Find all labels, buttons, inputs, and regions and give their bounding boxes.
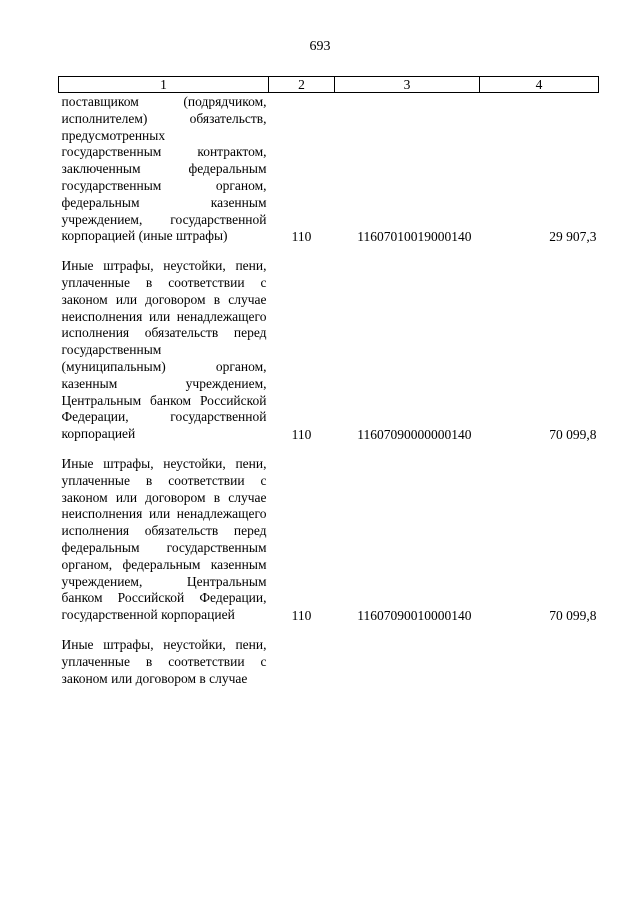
table-row — [59, 456, 599, 624]
row-description: Иные штрафы, неустойки, пени, уплаченные в соответствии с законом или договором в случае — [61, 636, 267, 686]
table-header-row — [59, 77, 599, 93]
row-description: Иные штрафы, неустойки, пени, уплаченные в соответствии с законом или договором в случае неисполнения или ненадлежащего исполнения обязательств перед государственным (муниципальным) органом, казенным учреждением, Центральным банком Российской Федерации, государственной корпорацией — [61, 258, 267, 442]
row-budget-code: 11607010019000140 — [357, 229, 472, 245]
row-description: поставщиком (подрядчиком, исполнителем) обязательств, предусмотренных государственным контрактом, заключенным федеральным государственным органом, федеральным казенным учреждением, государственной корпорацией (иные штрафы) — [61, 94, 267, 244]
row-admin-code: 110 — [291, 426, 312, 442]
column-header-3: 3 — [335, 77, 480, 93]
row-amount — [480, 637, 599, 687]
row-spacer — [59, 624, 599, 637]
column-header-2: 2 — [269, 77, 335, 93]
column-header-4: 4 — [480, 77, 599, 93]
column-header-1: 1 — [59, 77, 269, 93]
row-description: Иные штрафы, неустойки, пени, уплаченные в соответствии с законом или договором в случае неисполнения или ненадлежащего исполнения обязательств перед федеральным государственным органом, федеральным казенным учреждением, Центральным банком Российской Федерации, государственной корпорацией — [61, 455, 267, 623]
row-admin-code: 110 — [291, 607, 312, 623]
row-spacer — [59, 443, 599, 456]
table-row — [59, 637, 599, 687]
row-amount: 29 907,3 — [549, 229, 597, 245]
row-amount: 70 099,8 — [549, 426, 597, 442]
row-budget-code — [335, 637, 480, 687]
row-spacer — [59, 245, 599, 258]
page-number: 693 — [309, 39, 331, 54]
row-admin-code: 110 — [291, 229, 312, 245]
row-admin-code — [269, 637, 335, 687]
row-budget-code: 11607090010000140 — [357, 607, 472, 623]
budget-table — [58, 76, 599, 687]
row-amount: 70 099,8 — [549, 607, 597, 623]
row-budget-code: 11607090000000140 — [357, 426, 472, 442]
table-row — [59, 258, 599, 443]
table-row — [59, 93, 599, 246]
